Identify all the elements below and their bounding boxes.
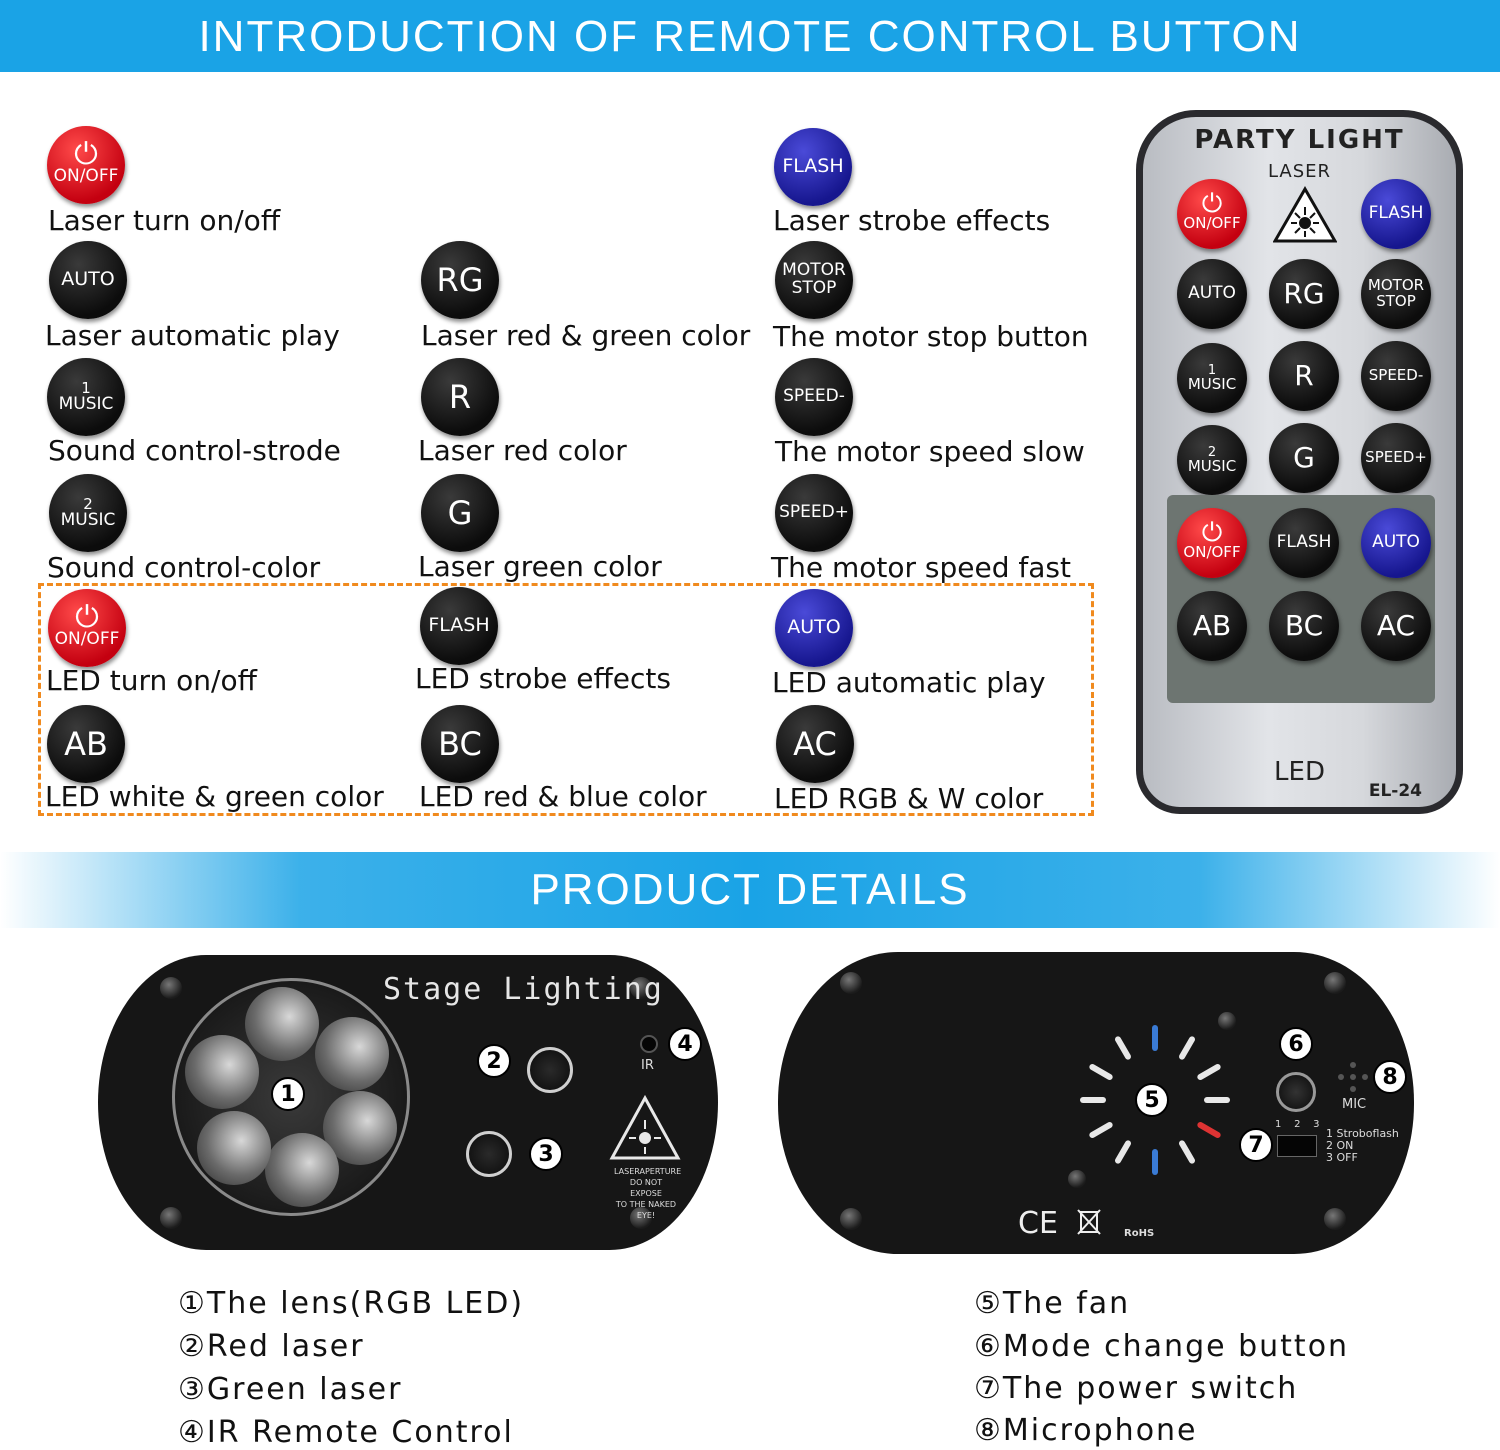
remote-g[interactable]: G <box>1269 423 1339 493</box>
laser-warning-text: LASERAPERTURE DO NOT EXPOSE TO THE NAKED EYE! <box>614 1167 682 1220</box>
remote-motor-stop[interactable]: MOTOR STOP <box>1361 259 1431 329</box>
legend-mode: ⑥Mode change button <box>974 1329 1350 1364</box>
remote-music1[interactable]: 1 MUSIC <box>1177 343 1247 413</box>
screw <box>840 972 862 994</box>
legend-green-laser: ③Green laser <box>178 1372 403 1407</box>
remote-ac[interactable]: AC <box>1361 591 1431 661</box>
power-icon: ⏻ <box>1201 188 1223 219</box>
remote-laser-auto[interactable]: AUTO <box>1177 259 1247 329</box>
power-icon: ⏻ <box>1201 517 1223 548</box>
label-laser-rg: Laser red & green color <box>421 319 751 352</box>
led-ab-button: AB <box>47 705 125 783</box>
label-led-flash: LED strobe effects <box>415 662 671 695</box>
remote-led-flash[interactable]: FLASH <box>1269 508 1339 578</box>
laser-auto-button: AUTO <box>49 241 127 319</box>
product-details-title: PRODUCT DETAILS <box>530 865 970 914</box>
screw <box>1324 972 1346 994</box>
laser-g-button: G <box>421 474 499 552</box>
laser-onoff-button: ⏻ ON/OFF <box>47 126 125 204</box>
remote-led-label: LED <box>1274 757 1325 787</box>
badge-5: 5 <box>1135 1083 1169 1117</box>
badge-7: 7 <box>1239 1128 1273 1162</box>
label-laser-flash: Laser strobe effects <box>773 204 1051 237</box>
legend-ir: ④IR Remote Control <box>178 1415 514 1450</box>
power-icon: ⏻ <box>74 137 98 172</box>
ir-sensor <box>640 1035 658 1053</box>
label-led-ab: LED white & green color <box>45 780 384 813</box>
speed-plus-button: SPEED+ <box>775 474 853 552</box>
label-music1: Sound control-strode <box>48 434 341 467</box>
header-banner <box>0 0 1500 72</box>
remote-r[interactable]: R <box>1269 341 1339 411</box>
power-icon: ⏻ <box>75 600 99 635</box>
remote-led-onoff[interactable]: ⏻ ON/OFF <box>1177 508 1247 578</box>
ce-mark: CE <box>1018 1206 1058 1241</box>
screw <box>160 1207 182 1229</box>
legend-red-laser: ②Red laser <box>178 1329 365 1364</box>
badge-3: 3 <box>529 1137 563 1171</box>
mode-button[interactable] <box>1276 1072 1316 1112</box>
motor-stop-button: MOTOR STOP <box>775 241 853 319</box>
screw <box>1324 1208 1346 1230</box>
weee-bin-icon <box>1076 1206 1102 1238</box>
legend-microphone: ⑧Microphone <box>974 1413 1198 1448</box>
switch-legend: 1 Stroboflash 2 ON 3 OFF <box>1326 1127 1399 1164</box>
remote-laser-onoff[interactable]: ⏻ ON/OFF <box>1177 179 1247 249</box>
red-laser-aperture <box>527 1047 573 1093</box>
badge-2: 2 <box>477 1044 511 1078</box>
led-bc-button: BC <box>421 705 499 783</box>
badge-4: 4 <box>668 1027 702 1061</box>
remote-speed-minus[interactable]: SPEED- <box>1361 341 1431 411</box>
laser-warning-icon <box>608 1094 682 1164</box>
badge-1: 1 <box>271 1077 305 1111</box>
remote-led-auto[interactable]: AUTO <box>1361 508 1431 578</box>
label-laser-onoff: Laser turn on/off <box>48 204 281 237</box>
label-laser-auto: Laser automatic play <box>45 319 340 352</box>
remote-bc[interactable]: BC <box>1269 591 1339 661</box>
mic-label: MIC <box>1342 1097 1367 1112</box>
led-bulb <box>315 1017 389 1091</box>
laser-r-button: R <box>421 358 499 436</box>
label-motor-stop: The motor stop button <box>773 320 1089 353</box>
remote-laser-label: LASER <box>1267 161 1332 182</box>
screw <box>160 977 182 999</box>
remote-control <box>1136 110 1463 814</box>
badge-6: 6 <box>1279 1027 1313 1061</box>
product-details-banner <box>0 852 1500 928</box>
led-bulb <box>245 987 319 1061</box>
label-speed-minus: The motor speed slow <box>775 435 1085 468</box>
label-laser-g: Laser green color <box>418 550 662 583</box>
laser-warning-icon <box>1273 185 1337 245</box>
laser-rg-button: RG <box>421 241 499 319</box>
remote-model: EL-24 <box>1368 781 1422 801</box>
switch-positions: 1 2 3 <box>1275 1119 1320 1130</box>
remote-ab[interactable]: AB <box>1177 591 1247 661</box>
remote-title: PARTY LIGHT <box>1194 125 1405 155</box>
stage-lighting-text: Stage Lighting <box>383 972 664 1007</box>
led-ac-button: AC <box>776 705 854 783</box>
remote-speed-plus[interactable]: SPEED+ <box>1361 423 1431 493</box>
mic-holes <box>1338 1062 1368 1092</box>
label-speed-plus: The motor speed fast <box>771 551 1071 584</box>
legend-fan: ⑤The fan <box>974 1286 1131 1321</box>
label-led-onoff: LED turn on/off <box>46 664 257 697</box>
label-led-ac: LED RGB & W color <box>774 782 1044 815</box>
rohs-mark: RoHS <box>1124 1228 1155 1239</box>
led-auto-button: AUTO <box>775 589 853 667</box>
remote-music2[interactable]: 2 MUSIC <box>1177 425 1247 495</box>
led-bulb <box>265 1133 339 1207</box>
screw <box>840 1208 862 1230</box>
power-switch[interactable] <box>1277 1135 1317 1157</box>
laser-flash-button: FLASH <box>774 128 852 206</box>
led-flash-button: FLASH <box>420 587 498 665</box>
led-bulb <box>185 1035 259 1109</box>
header-title: INTRODUCTION OF REMOTE CONTROL BUTTON <box>198 12 1302 61</box>
speed-minus-button: SPEED- <box>775 358 853 436</box>
legend-lens: ①The lens(RGB LED) <box>178 1286 525 1321</box>
green-laser-aperture <box>466 1131 512 1177</box>
music1-button: 1 MUSIC <box>47 358 125 436</box>
label-music2: Sound control-color <box>47 551 321 584</box>
led-onoff-button: ⏻ ON/OFF <box>48 589 126 667</box>
led-bulb <box>197 1111 271 1185</box>
remote-laser-flash[interactable]: FLASH <box>1361 179 1431 249</box>
music2-button: 2 MUSIC <box>49 474 127 552</box>
label-led-auto: LED automatic play <box>772 666 1046 699</box>
ir-label: IR <box>641 1058 654 1073</box>
remote-rg[interactable]: RG <box>1269 259 1339 329</box>
badge-8: 8 <box>1373 1060 1407 1094</box>
label-led-bc: LED red & blue color <box>419 780 707 813</box>
legend-power-switch: ⑦The power switch <box>974 1371 1299 1406</box>
label-laser-r: Laser red color <box>418 434 627 467</box>
